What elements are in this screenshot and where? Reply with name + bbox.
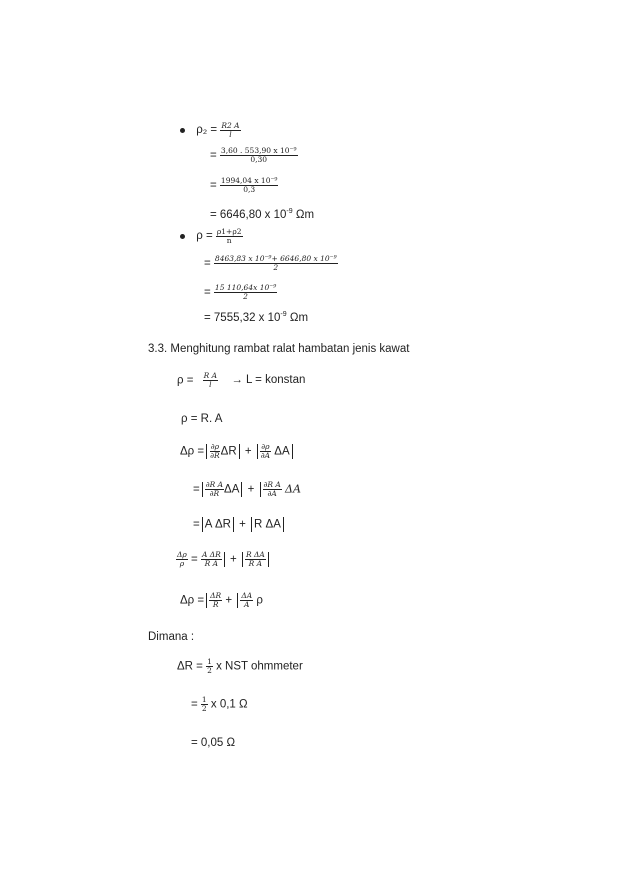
formula-delta-rho-2: = $\frac{\text{∂R A}}{\partial R}$ ΔA + $\frac{\text{∂R A}}{\partial A}$ ΔA — [193, 480, 301, 498]
bullet-icon — [180, 234, 185, 239]
delta-r-value-line: = $\frac{1}{2}$ x 0,1 Ω — [191, 695, 248, 713]
rho-result: = 7555,32 x $10^{-9}$ Ωm — [204, 311, 309, 324]
delta-r-line: ΔR = $\frac{1}{2}$ x NST ohmmeter — [177, 657, 303, 675]
bullet-icon — [180, 128, 185, 133]
relative-fraction: $\frac{\text{A ΔR}}{\text{R A}}$ — [201, 550, 221, 568]
rho-step1-fraction: $\frac{\text{8463,83 x 10⁻⁹+ 6646,80 x 10⁻⁹}}{2}$ — [214, 254, 337, 272]
rho-step2-fraction: $\frac{\text{15 110,64x 10⁻⁹}}{2}$ — [214, 283, 277, 301]
formula-relative-error: $\frac{\Delta\rho}{\rho}$ = $\frac{\text{A ΔR}}{\text{R A}}$ + $\frac{\text{R ΔA}}{\text{R A}}$ — [176, 551, 271, 568]
formula-rho: ρ = $\frac{\text{R A}}{l}$ → L = konstan — [177, 371, 306, 389]
rho2-line — [180, 122, 241, 139]
ratio-fraction: $\frac{\Delta A}{A}$ — [241, 591, 253, 609]
rho2-step2: = $\frac{\text{1994,04 x 10⁻⁹}}{0,3}$ — [210, 176, 278, 194]
section-heading: 3.3. Menghitung rambat ralat hambatan jenis kawat — [148, 343, 410, 355]
partial-fraction: $\frac{\text{∂R A}}{\partial R}$ — [205, 480, 224, 498]
rho-fraction: $\frac{\rho 1+\rho 2}{n}$ — [216, 227, 242, 245]
rho-step1: = $\frac{\text{8463,83 x 10⁻⁹+ 6646,80 x 10⁻⁹}}{2}$ — [204, 254, 337, 272]
ratio-fraction: $\frac{\Delta R}{R}$ — [210, 591, 222, 609]
formula-delta-rho: Δρ = $\frac{\partial\rho}{\partial R}$ ΔR + $\frac{\partial\rho}{\partial A}$ ΔA — [180, 443, 295, 460]
rho2-step1: = $\frac{\text{3,60 . 553,90 x 10⁻⁹}}{0,30}$ — [210, 146, 297, 164]
rho2-fraction: $\frac{R2 A}{l}$ — [221, 121, 240, 139]
rho-line — [180, 228, 243, 245]
rho-label: ρ = — [196, 230, 213, 243]
rho2-label: ρ₂ = — [196, 124, 218, 137]
rho2-result: = 6646,80 x $10^{-9}$ Ωm — [210, 208, 315, 221]
half-fraction: $\frac{1}{2}$ — [201, 695, 207, 713]
formula-rho-fraction: $\frac{\text{R A}}{l}$ — [203, 371, 218, 389]
partial-fraction: $\frac{\partial\rho}{\partial A}$ — [260, 442, 271, 460]
formula-delta-rho-3: = A ΔR + R ΔA — [193, 517, 286, 532]
rho2-step2-fraction: $\frac{\text{1994,04 x 10⁻⁹}}{0,3}$ — [220, 176, 278, 194]
relative-fraction: $\frac{\text{R ΔA}}{\text{R A}}$ — [245, 550, 265, 568]
dimana-label: Dimana : — [148, 631, 195, 643]
rho2-step1-fraction: $\frac{\text{3,60 . 553,90 x 10⁻⁹}}{0,30}$ — [220, 146, 297, 164]
formula-rho-ra: ρ = R. A — [181, 413, 223, 425]
rho-step2: = $\frac{\text{15 110,64x 10⁻⁹}}{2}$ — [204, 283, 277, 301]
formula-delta-rho-final: Δρ = $\frac{\Delta R}{R}$ + $\frac{\Delta A}{A}$ ρ — [180, 591, 263, 609]
relative-fraction: $\frac{\Delta\rho}{\rho}$ — [177, 550, 187, 568]
delta-r-result: = 0,05 Ω — [191, 737, 236, 749]
partial-fraction: $\frac{\text{∂R A}}{\partial A}$ — [263, 480, 281, 498]
partial-fraction: $\frac{\partial\rho}{\partial R}$ — [210, 442, 220, 460]
half-fraction: $\frac{1}{2}$ — [207, 657, 212, 675]
